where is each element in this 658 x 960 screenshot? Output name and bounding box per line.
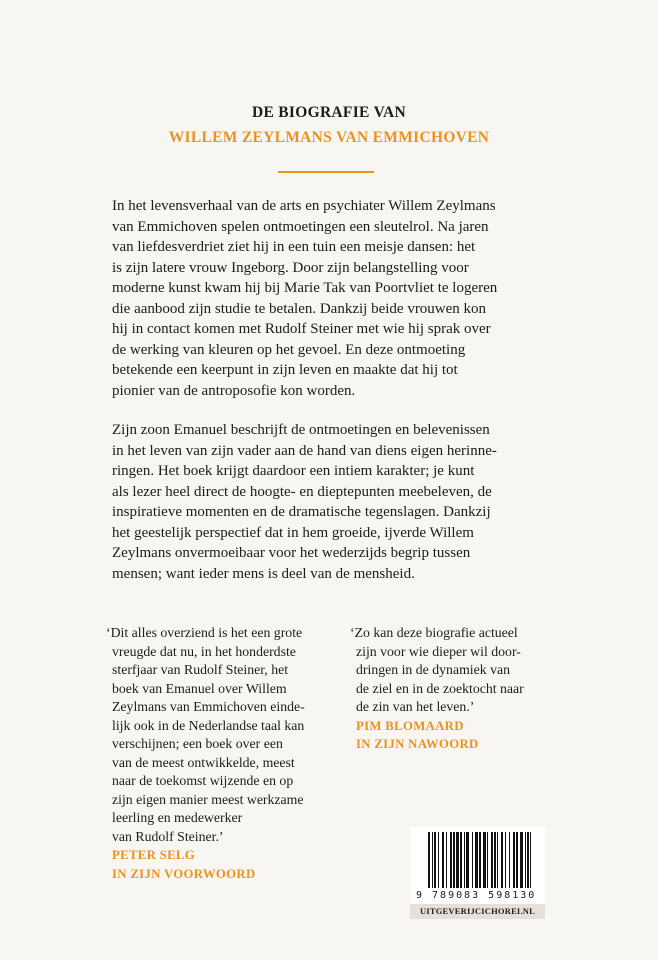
title-line-1: DE BIOGRAFIE VAN: [251, 104, 407, 121]
barcode-bar: [442, 832, 444, 888]
barcode-bar: [475, 832, 478, 888]
text-line: leerling en medewerker: [112, 810, 243, 825]
text-line: zijn voor wie dieper wil door-: [356, 643, 521, 659]
text-line: pionier van de antroposofie kon worden.: [112, 382, 356, 399]
text-line: ringen. Het boek krijgt daardoor een intiem karakter; je kunt: [112, 463, 475, 479]
text-line: In het levensverhaal van de arts en psychiater Willem Zeylmans: [112, 198, 496, 214]
text-line: naar de toekomst wijzende en op: [112, 773, 294, 788]
text-line: vreugde dat nu, in het honderdste: [112, 643, 296, 659]
isbn-number: 9 789083 598130: [416, 890, 537, 901]
text-line: is zijn latere vrouw Ingeborg. Door zijn belangstelling voor: [112, 259, 469, 276]
barcode-bar: [513, 832, 515, 888]
quote-pim-blomaard: [350, 624, 592, 754]
quote-attribution: PETER SELG: [112, 848, 196, 862]
barcode-bar: [466, 832, 469, 888]
quote-attribution: PIM BLOMAARD: [356, 718, 464, 733]
barcode-bar: [432, 832, 433, 888]
barcode-bar: [505, 832, 506, 888]
text-line: Zeylmans onvermoeibaar voor het wederzijds begrip tussen: [112, 545, 471, 561]
quote-attribution: IN ZIJN NAWOORD: [356, 737, 479, 751]
barcode-bar: [516, 832, 518, 888]
text-line: de werking van kleuren op het gevoel. En deze ontmoeting: [112, 341, 466, 358]
text-line: zijn eigen manier meest werkzame: [112, 791, 304, 807]
text-line: van Emmichoven spelen ontmoetingen een sleutelrol. Na jaren: [112, 218, 489, 235]
divider-rule: [278, 171, 374, 173]
barcode-bar: [530, 832, 531, 888]
publisher-url: UITGEVERIJCICHOREI.NL: [410, 904, 545, 919]
barcode-bar: [509, 832, 510, 888]
text-line: als lezer heel direct de hoogte- en dieptepunten meebeleven, de: [112, 483, 492, 500]
text-line: van Rudolf Steiner.’: [112, 828, 224, 844]
text-line: lijk ook in de Nederlandse taal kan: [112, 717, 305, 733]
text-line: moderne kunst kwam hij bij Marie Tak van Poortvliet te logeren: [112, 280, 498, 296]
text-line: die aanbood zijn studie te betalen. Dankzij beide vrouwen kon: [112, 300, 487, 317]
barcode-bar: [453, 832, 455, 888]
text-line: sterfjaar van Rudolf Steiner, het: [112, 662, 289, 677]
text-line: inspiratieve momenten en de dramatische tegenslagen. Dankzij: [112, 504, 491, 520]
text-line: Zeylmans van Emmichoven einde-: [112, 699, 305, 714]
text-line: ‘Dit alles overziend is het een grote: [106, 625, 303, 640]
barcode-bar: [438, 832, 439, 888]
text-line: het geestelijk perspectief dat in hem groeide, ijverde Willem: [112, 524, 474, 541]
title-line-2: WILLEM ZEYLMANS VAN EMMICHOVEN: [168, 129, 490, 146]
barcode-bar: [428, 832, 430, 888]
text-line: de ziel en in de zoektocht naar: [356, 680, 524, 696]
barcode-bar: [494, 832, 496, 888]
quote-peter-selg: [106, 624, 348, 883]
text-line: van de meest ontwikkelde, meest: [112, 754, 295, 770]
paragraph-2: [112, 420, 497, 584]
barcode-bar: [483, 832, 486, 888]
text-line: ‘Zo kan deze biografie actueel: [350, 625, 518, 640]
text-line: boek van Emanuel over Willem: [112, 680, 287, 696]
text-line: hij in contact komen met Rudolf Steiner met wie hij sprak over: [112, 321, 491, 337]
quote-attribution: IN ZIJN VOORWOORD: [112, 866, 256, 881]
barcode-bar: [472, 832, 473, 888]
barcode-bar: [497, 832, 498, 888]
paragraph-1: [112, 196, 497, 401]
text-line: betekende een keerpunt in zijn leven en maakte dat hij tot: [112, 362, 458, 378]
text-line: verschijnen; een boek over een: [112, 736, 283, 751]
barcode-bar: [450, 832, 452, 888]
text-line: van liefdesverdriet ziet hij in een tuin een meisje dansen: het: [112, 239, 476, 255]
barcode-bar: [487, 832, 488, 888]
text-line: mensen; want ieder mens is deel van de mensheid.: [112, 565, 415, 582]
barcode-bar: [460, 832, 462, 888]
barcode-bar: [464, 832, 465, 888]
barcode-bar: [520, 832, 523, 888]
barcode-bar: [456, 832, 459, 888]
barcode: [410, 827, 545, 919]
barcode-bar: [527, 832, 529, 888]
barcode-bar: [446, 832, 447, 888]
text-line: dringen in de dynamiek van: [356, 662, 511, 677]
barcode-bar: [525, 832, 526, 888]
text-line: de zin van het leven.’: [356, 699, 475, 714]
text-line: in het leven van zijn vader aan de hand van diens eigen herinne-: [112, 442, 497, 459]
barcode-bars: [428, 832, 532, 888]
barcode-bar: [501, 832, 503, 888]
barcode-bar: [479, 832, 481, 888]
barcode-bar: [491, 832, 493, 888]
barcode-bar: [434, 832, 436, 888]
text-line: Zijn zoon Emanuel beschrijft de ontmoetingen en belevenissen: [112, 422, 490, 438]
